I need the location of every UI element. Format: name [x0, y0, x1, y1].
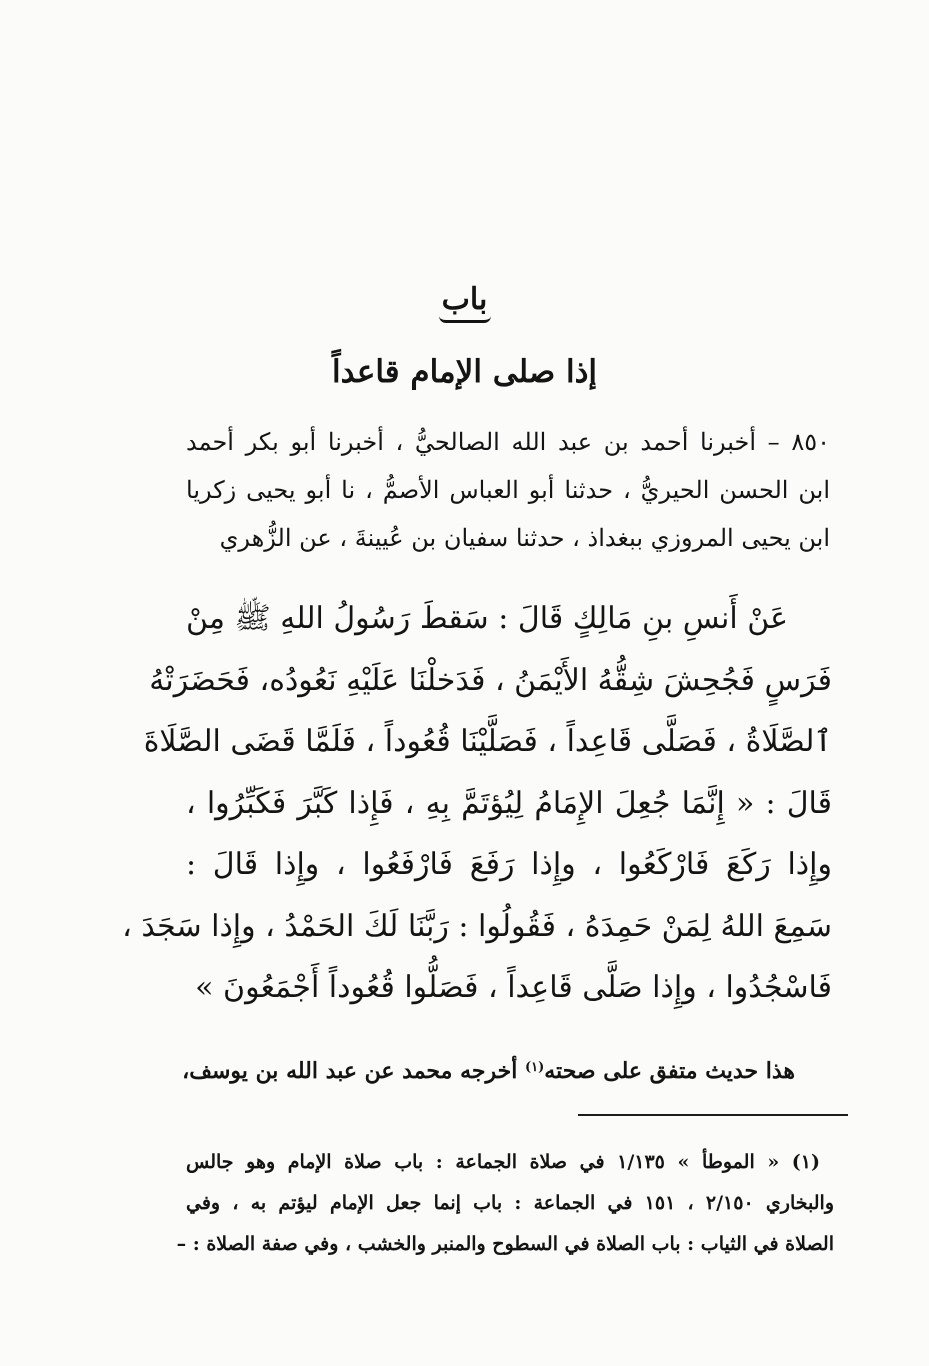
- isnad-line-1: ٨٥٠ – أخبرنا أحمد بن عبد الله الصالحيُّ ، أخبرنا أبو بكر أحمد: [186, 428, 830, 456]
- chapter-label-text: باب: [441, 282, 488, 317]
- footnote-line-2: والبخاري ٢/١٥٠ ، ١٥١ في الجماعة : باب إنما جعل الإمام ليؤتم به ، وفي: [186, 1192, 834, 1214]
- footnotes-section: [176, 1142, 834, 1265]
- chapter-title: إذا صلى الإمام قاعداً: [331, 354, 597, 390]
- grading-note: [182, 1048, 795, 1091]
- footnote-line-3: الصلاة في الثياب : باب الصلاة في السطوح والمنبر والخشب ، وفي صفة الصلاة : –: [176, 1233, 834, 1255]
- hadith-line-4: قَالَ : « إِنَّمَا جُعِلَ الإِمَامُ لِيُؤتَمَّ بِهِ ، فَإِذا كَبَّرَ فَكَبِّرُوا ،: [186, 785, 832, 821]
- hadith-line-6: سَمِعَ اللهُ لِمَنْ حَمِدَهُ ، فَقُولُوا : رَبَّنَا لَكَ الحَمْدُ ، وإِذا سَجَدَ ،: [122, 908, 832, 944]
- hadith-line-7: فَاسْجُدُوا ، وإِذا صَلَّى قَاعِداً ، فَصَلُّوا قُعُوداً أَجْمَعُونَ »: [195, 970, 832, 1005]
- footnote-line-1: (١) « الموطأ » ١/١٣٥ في صلاة الجماعة : باب صلاة الإمام وهو جالس: [186, 1151, 821, 1173]
- hadith-line-3: ٱلصَّلَاةُ ، فَصَلَّى قَاعِداً ، فَصَلَّيْنَا قُعُوداً ، فَلَمَّا قَضَى الصَّلَاةَ: [143, 724, 832, 759]
- isnad-line-3: ابن يحيى المروزي ببغداذ ، حدثنا سفيان بن عُيينةَ ، عن الزُّهري: [219, 524, 830, 552]
- isnad-paragraph: [186, 418, 830, 562]
- hadith-line-5: وإِذا رَكَعَ فَارْكَعُوا ، وإِذا رَفَعَ فَارْفَعُوا ، وإِذا قَالَ :: [186, 847, 832, 882]
- isnad-line-2: ابن الحسن الحيريُّ ، حدثنا أبو العباس الأصمُّ ، نا أبو يحيى زكريا: [186, 476, 830, 504]
- grading-text: هذا حديث متفق على صحته: [544, 1058, 795, 1084]
- grading-source-text: أخرجه محمد عن عبد الله بن يوسف،: [182, 1058, 525, 1084]
- footnote-marker: (١): [524, 1060, 545, 1075]
- hadith-line-1: عَنْ أَنسِ بنِ مَالِكٍ قَالَ : سَقطَ رَسُولُ اللهِ ﷺ مِنْ: [186, 601, 788, 636]
- chapter-label-underline: [439, 316, 491, 323]
- footnote-divider: [578, 1114, 848, 1116]
- hadith-text: [122, 588, 832, 1019]
- hadith-line-2: فَرَسٍ فَجُحِشَ شِقُّهُ الأَيْمَنُ ، فَدَخلْنَا عَلَيْهِ نَعُودُه، فَحَضَرَتْهُ: [149, 662, 832, 698]
- chapter-label: [0, 278, 929, 323]
